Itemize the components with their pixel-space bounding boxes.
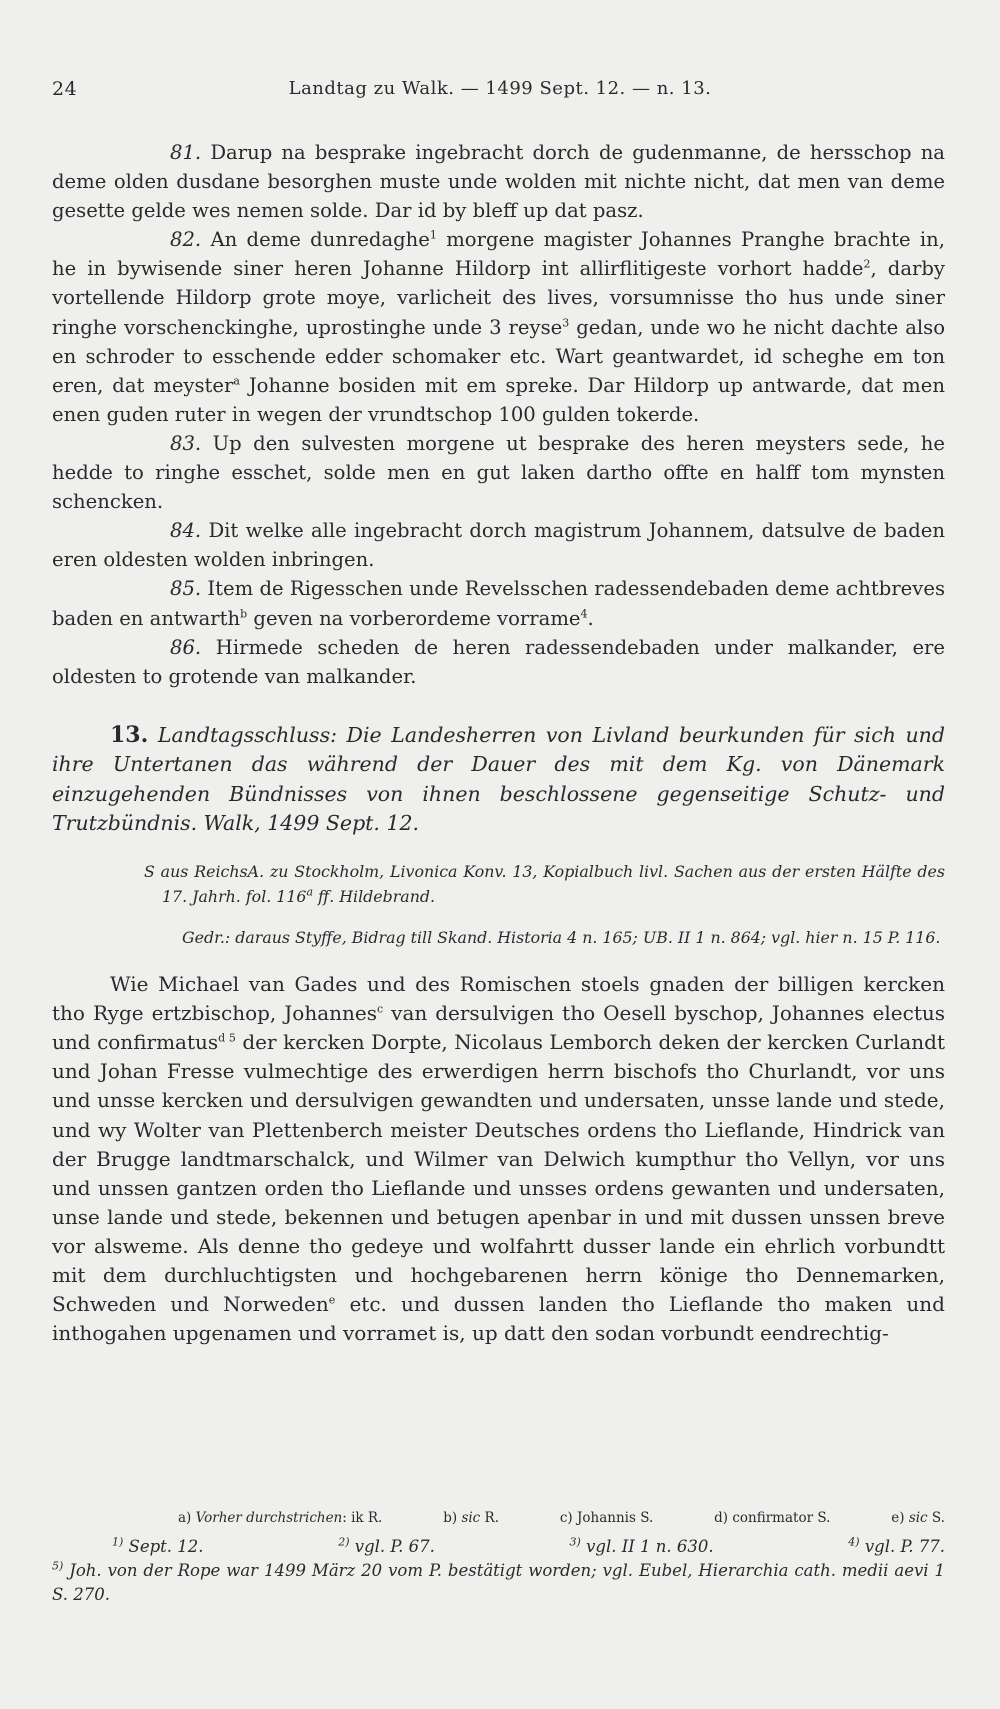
footnote-ref: e — [328, 1293, 336, 1307]
source-note: S aus ReichsA. zu Stockholm, Livonica Konv. 13, Kopialbuch livl. Sachen aus der ersten Hälfte des 17. Jahrh. fol. 116$^a$ ff. Hildebrand. — [144, 862, 945, 907]
document-heading — [52, 721, 945, 839]
paragraph-number: 81. — [170, 141, 202, 164]
footnote-ref: c — [377, 1002, 384, 1016]
paragraph-text: . — [587, 606, 594, 630]
footnote-ref: a — [233, 374, 240, 388]
printed-note: Gedr.: daraus Styffe, Bidrag till Skand. Historia 4 n. 165; UB. II 1 n. 864; vgl. hier n. 15 P. 116. — [182, 928, 941, 948]
document-text: Wie Michael van Gades und des Romischen stoels gnaden der billigen kercken tho Ryge ertzbischop, Johannes$^c$ van dersulvigen tho Oesell byschop, Johannes electus und confirmatus$^{d 5}$ der kercken Dorpte, Nicolaus Lemborch deken der kercken Curlandt und Johan Fresse vulmechtige des erwerdigen herrn bischofs tho Churlandt, vor uns und unsse kercken und dersulvigen gewandten und undersaten, unsse lande und stede, und wy Wolter van Plettenberch meister Deutsches ordens tho Lieflande, Hindrick van der Brugge landtmarschalck, und Wilmer van Delwich kumpthur tho Vellyn, vor uns und unssen gantzen orden tho Lieflande und unsses ordens gewanten und undersaten, unse lande und stede, bekennen und betugen apenbar in und mit dussen unssen breve vor alsweme. Als denne tho gedeye und wolfahrtt dusser lande ein ehrlich vorbundtt mit dem durchluchtigsten und hochgebarenen herrn könige tho Dennemarken, Schweden und Norweden$^e$ etc. und dussen landen tho Lieflande tho maken und inthogahen upgenamen und vorramet is, up datt den sodan vorbundt eendrechtig- — [52, 972, 946, 1346]
paragraph-text: Hirmede scheden de heren radessendebaden under malkander, ere oldesten to grotende van malkander. — [52, 635, 946, 688]
document-title: Landtagsschluss: Die Landesherren von Livland beurkunden für sich und ihre Untertanen das während der Dauer des mit dem Kg. von Dänemark einzugehenden Bündnisses von ihnen beschlossene gegenseitige Schutz- und Trutzbündnis. Walk, 1499 Sept. 12. — [52, 722, 945, 836]
paragraph-text: , darby vortellende Hildorp grote moye, varlicheit des lives, vorsumnisse tho hus unde siner ringhe vorschenckinghe, uprostinghe unde 3 reyse — [52, 257, 945, 339]
footnote-c: c) Johannis S. — [559, 1510, 654, 1526]
footnote-a: a) Vorher durchstrichen: ik R. — [178, 1510, 383, 1526]
footnote-ref: 1 — [429, 228, 437, 242]
paragraph-text: Up den sulvesten morgene ut besprake des heren meysters sede, he hedde to ringhe esschet, solde men en gut laken dartho offte en halff tom mynsten schencken. — [52, 431, 945, 514]
paragraph-text: Dit welke alle ingebracht dorch magistrum Johannem, datsulve de baden eren oldesten wolden inbringen. — [52, 519, 945, 572]
document-number: 13. — [110, 721, 149, 748]
footnote-d: d) confirmator S. — [714, 1510, 831, 1526]
paragraph-text: Item de Rigesschen unde Revelsschen radessendebaden deme achtbreves baden en antwarth — [52, 577, 945, 630]
footnote-e: e) sic S. — [891, 1510, 945, 1526]
page-number: 24 — [52, 78, 78, 100]
paragraph-86 — [52, 633, 945, 691]
paragraph-85 — [52, 574, 945, 632]
footnote-ref: 3 — [562, 316, 570, 330]
footnote-5: $^{5)}$ Joh. von der Rope war 1499 März 20 vom P. bestätigt worden; vgl. Eubel, Hierarchia cath. medii aevi 1 S. 270. — [52, 1559, 945, 1604]
footnote-ref: 4 — [580, 606, 588, 620]
footnote-2: $^{2)}$ vgl. P. 67. — [338, 1535, 435, 1556]
paragraph-number: 83. — [170, 431, 202, 455]
letter-footnotes — [52, 1510, 945, 1526]
paragraph-82 — [52, 225, 945, 429]
paragraph-text: Johanne bosiden mit em spreke. Dar Hildorp up antwarde, dat men enen guden ruter in wegen der vrundtschop 100 gulden tokerde. — [52, 373, 945, 426]
footnote-b: b) sic R. — [443, 1510, 499, 1526]
paragraph-83 — [52, 429, 945, 516]
paragraph-number: 82. — [170, 228, 202, 252]
footnote-3: $^{3)}$ vgl. II 1 n. 630. — [569, 1535, 714, 1556]
running-title: Landtag zu Walk. — 1499 Sept. 12. — n. 13. — [288, 78, 712, 99]
folio-sup: a — [306, 886, 314, 900]
paragraph-text: An deme dunredaghe — [210, 228, 430, 252]
footnote-4: $^{4)}$ vgl. P. 77. — [848, 1535, 945, 1556]
body-text — [52, 138, 945, 1368]
numbered-footnotes — [52, 1535, 945, 1607]
paragraph-text: gedan, unde wo he nicht dachte also en schroder to esschende edder schomaker etc. Wart geantwardet, id scheghe em ton eren, dat meyster — [52, 315, 946, 397]
paragraph-number: 86. — [170, 635, 202, 659]
paragraph-81 — [52, 138, 945, 225]
paragraph-number: 84. — [170, 519, 202, 543]
paragraph-text: morgene magister Johannes Pranghe brachte in, he in bywisende siner heren Johanne Hildorp int allirflitigeste vorhort hadde — [52, 228, 945, 281]
paragraph-number: 85. — [170, 577, 202, 601]
footnote-ref: d 5 — [218, 1031, 236, 1045]
footnote-ref: 2 — [863, 257, 871, 271]
paragraph-text: Darup na besprake ingebracht dorch de gudenmanne, de hersschop na deme olden dusdane besorghen muste unde wolden mit nichte nicht, dat men van deme gesette gelde wes nemen solde. Dar id by bleff up dat pasz. — [52, 141, 945, 223]
footnote-1: $^{1)}$ Sept. 12. — [112, 1535, 204, 1556]
paragraph-text: geven na vorberordeme vorrame — [247, 606, 581, 630]
paragraph-84 — [52, 516, 945, 574]
footnote-ref: b — [240, 606, 248, 620]
